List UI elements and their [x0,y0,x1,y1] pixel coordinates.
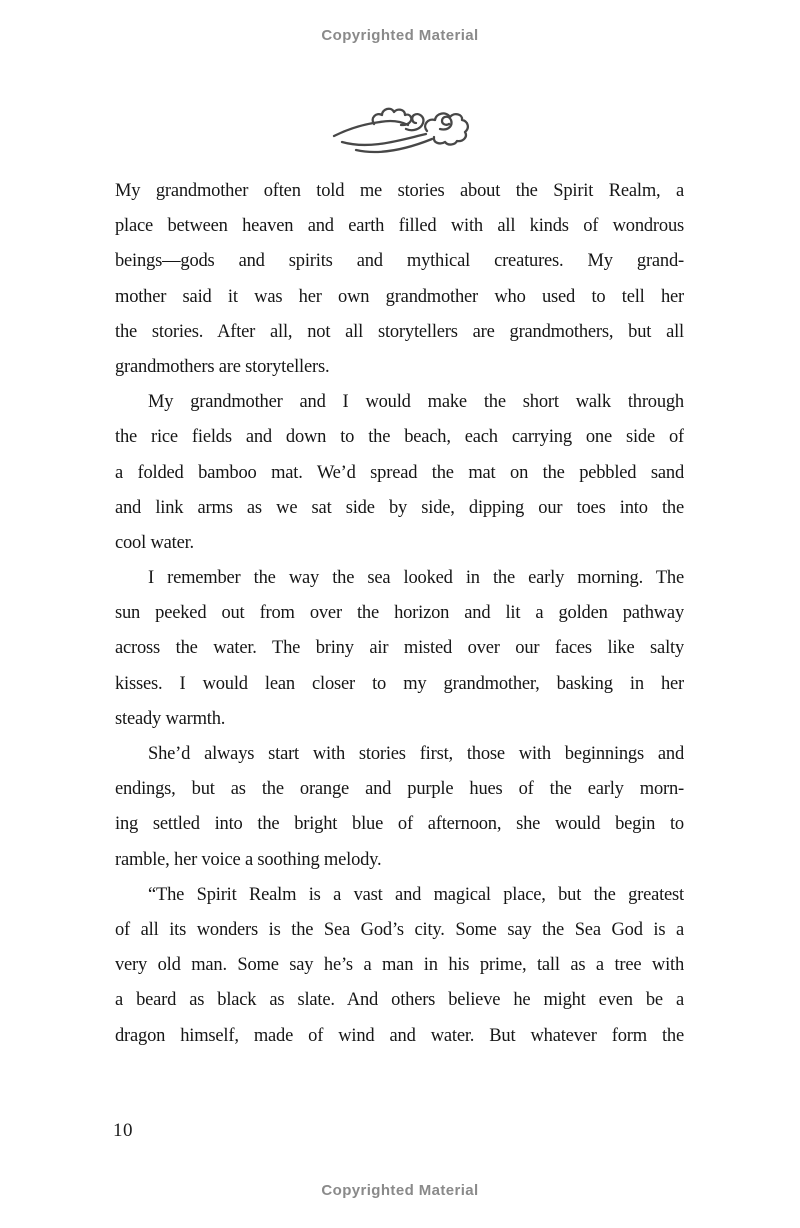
text-line: She’d always start with stories first, those with beginnings and [148,744,684,764]
text-line: of all its wonders is the Sea God’s city. Some say the Sea God is a [115,919,684,940]
text-line: My grandmother often told me stories about the Spirit Realm, a [115,181,684,201]
copyright-notice-bottom: Copyrighted Material [321,1182,479,1199]
text-line: and link arms as we sat side by side, dipping our toes into the [115,497,684,518]
cloud-wind-ornament-icon [328,94,478,158]
text-line: kisses. I would lean closer to my grandmother, basking in her [115,673,684,694]
text-line: place between heaven and earth filled with all kinds of wondrous [115,216,684,237]
text-line: steady warmth. [115,708,226,729]
copyright-notice-top: Copyrighted Material [321,27,479,44]
paragraph [115,561,684,737]
text-line: the stories. After all, not all storytellers are grandmothers, but all [115,321,684,342]
text-line: mother said it was her own grandmother who used to tell her [115,286,684,307]
text-line: My grandmother and I would make the short walk through [148,392,684,413]
text-line: the rice fields and down to the beach, each carrying one side of [115,427,684,448]
text-line: a folded bamboo mat. We’d spread the mat on the pebbled sand [115,462,684,483]
text-line: ramble, her voice a soothing melody. [115,849,382,870]
page-number: 10 [113,1120,133,1141]
text-line: very old man. Some say he’s a man in his prime, tall as a tree with [115,955,684,976]
text-line: dragon himself, made of wind and water. But whatever form the [115,1025,684,1046]
paragraph [115,737,684,878]
text-line: “The Spirit Realm is a vast and magical place, but the greatest [148,884,684,905]
text-line: grandmothers are storytellers. [115,356,330,377]
text-line: a beard as black as slate. And others believe he might even be a [115,990,684,1011]
text-line: cool water. [115,532,194,553]
text-line: endings, but as the orange and purple hues of the early morn- [115,779,684,800]
paragraph [115,385,684,561]
paragraph [115,174,684,385]
text-line: I remember the way the sea looked in the early morning. The [148,568,684,589]
text-line: ing settled into the bright blue of afternoon, she would begin to [115,814,684,835]
paragraph [115,878,684,1054]
text-line: beings—gods and spirits and mythical creatures. My grand- [115,251,684,272]
body-text [115,174,684,1054]
text-line: sun peeked out from over the horizon and lit a golden pathway [115,603,684,624]
text-line: across the water. The briny air misted over our faces like salty [115,638,684,659]
